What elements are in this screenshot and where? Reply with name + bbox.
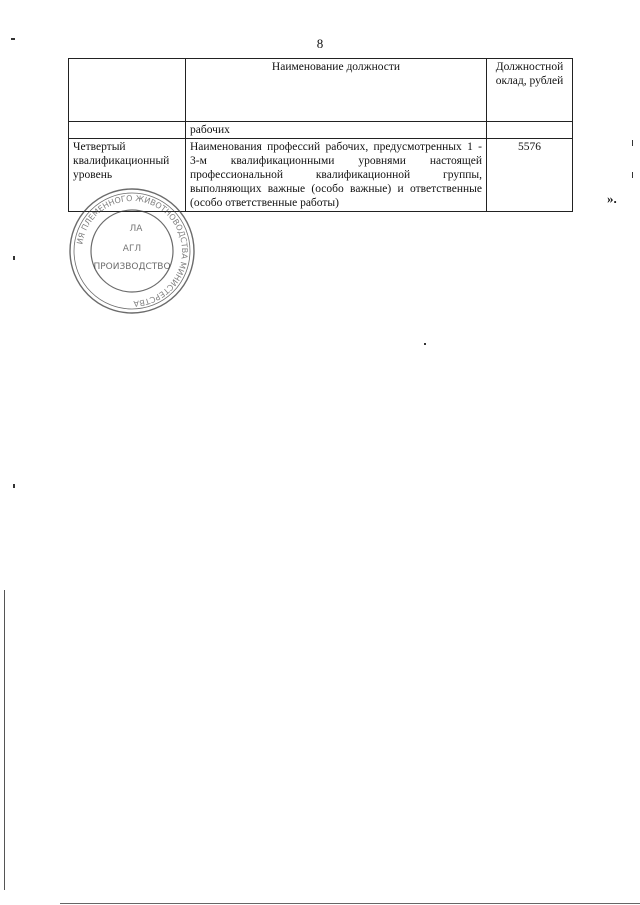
stamp-line-1: ЛА: [129, 224, 143, 234]
header-salary: Должностной оклад, рублей: [487, 59, 573, 122]
scan-speck: [13, 256, 15, 260]
cont-level: [69, 122, 186, 139]
scan-speck: [424, 343, 426, 345]
scan-edge-line: [60, 903, 640, 904]
table-row-continuation: [69, 122, 573, 139]
stamp-line-2: АГЛ: [122, 244, 142, 254]
scan-speck: [11, 38, 15, 40]
stamp-ring-text: ИЯ ПЛЕМЕННОГО ЖИВОТНОВОДСТВА МИНИСТЕРСТВА: [75, 193, 190, 309]
page-number: 8: [316, 36, 324, 51]
scan-speck: [13, 484, 15, 488]
table-header-row: [69, 59, 573, 122]
cont-salary: [487, 122, 573, 139]
official-stamp: [66, 185, 198, 317]
cont-position: рабочих: [186, 122, 487, 139]
scan-edge-line: [4, 590, 5, 890]
closing-quote: ».: [607, 191, 617, 206]
scan-speck: [632, 140, 633, 146]
scan-speck: [632, 172, 633, 178]
header-level: [69, 59, 186, 122]
stamp-line-3: ПРОИЗВОДСТВО: [93, 262, 171, 272]
header-position: Наименование должности: [186, 59, 487, 122]
salary-value: 5576: [487, 139, 573, 212]
qualification-level: Четвертый квалификационный уровень: [69, 139, 186, 212]
position-description: Наименования профессий рабочих, предусмотренных 1 - 3-м квалификационными уровнями настоящей профессиональной квалификационной группы, выполняющих важные (особо важные) и ответственные (особо ответственные работы): [186, 139, 487, 212]
